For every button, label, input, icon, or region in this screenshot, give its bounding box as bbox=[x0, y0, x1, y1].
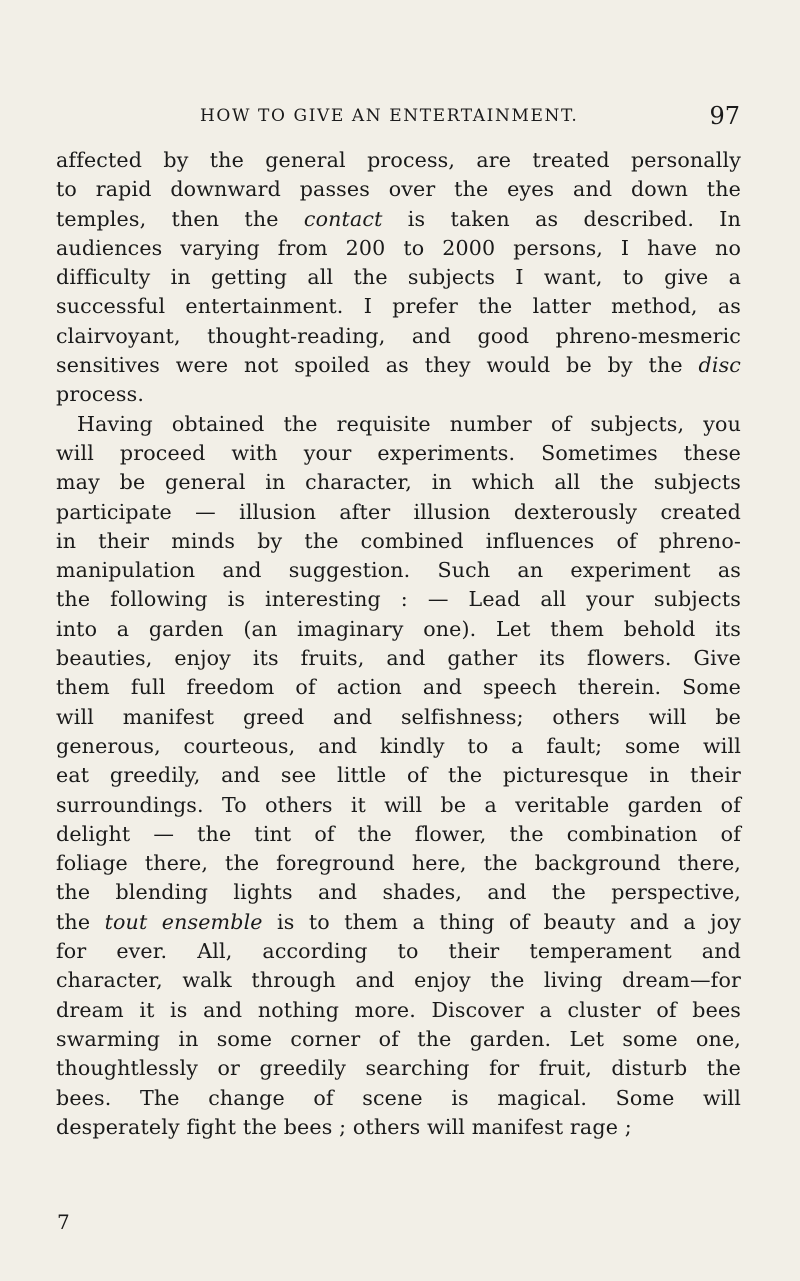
text-line-segment: is taken as described. In bbox=[382, 206, 741, 231]
text-line: audiences varying from 200 to 2000 persons, I have no bbox=[56, 235, 741, 260]
text-line-segment: sensitives were not spoiled as they would be by the bbox=[56, 353, 699, 378]
paragraph-1 bbox=[56, 146, 741, 410]
text-line: manipulation and suggestion. Such an experiment as bbox=[56, 558, 741, 583]
text-line: in their minds by the combined influences of phreno- bbox=[56, 528, 741, 553]
text-line: delight — the tint of the flower, the combination of bbox=[56, 821, 741, 846]
text-line bbox=[56, 351, 741, 380]
running-head: HOW TO GIVE AN ENTERTAINMENT. bbox=[200, 106, 579, 126]
text-line-segment: the bbox=[56, 909, 105, 934]
text-line: them full freedom of action and speech therein. Some bbox=[56, 675, 741, 700]
text-line: affected by the general process, are treated personally bbox=[56, 148, 741, 172]
text-line bbox=[56, 908, 741, 937]
text-line: the following is interesting : — Lead all your subjects bbox=[56, 587, 741, 612]
text-line: surroundings. To others it will be a veritable garden of bbox=[56, 792, 741, 817]
text-line: will manifest greed and selfishness; others will be bbox=[56, 704, 741, 729]
paragraph-2 bbox=[56, 410, 741, 1142]
italic-term: contact bbox=[303, 206, 383, 231]
text-line: process. bbox=[56, 382, 145, 407]
text-line: dream it is and nothing more. Discover a cluster of bees bbox=[56, 997, 741, 1022]
text-line: may be general in character, in which all the subjects bbox=[56, 470, 741, 495]
text-line: thoughtlessly or greedily searching for fruit, disturb the bbox=[56, 1056, 741, 1081]
text-line: beauties, enjoy its fruits, and gather its flowers. Give bbox=[56, 646, 741, 671]
text-line-segment: temples, then the bbox=[56, 206, 304, 231]
text-line: the blending lights and shades, and the perspective, bbox=[56, 880, 741, 905]
text-line: to rapid downward passes over the eyes and down the bbox=[56, 177, 741, 202]
text-line: swarming in some corner of the garden. Let some one, bbox=[56, 1026, 741, 1051]
text-line: generous, courteous, and kindly to a fault; some will bbox=[56, 733, 741, 758]
text-line: into a garden (an imaginary one). Let them behold its bbox=[56, 616, 741, 641]
text-line: difficulty in getting all the subjects I want, to give a bbox=[56, 265, 741, 290]
text-line bbox=[56, 205, 741, 234]
text-line: Having obtained the requisite number of subjects, you bbox=[77, 411, 741, 436]
text-line: bees. The change of scene is magical. Some will bbox=[56, 1085, 741, 1110]
text-line-segment: is to them a thing of beauty and a joy bbox=[262, 909, 741, 934]
text-line: character, walk through and enjoy the living dream—for bbox=[56, 968, 741, 993]
text-line: clairvoyant, thought-reading, and good phreno-mesmeric bbox=[56, 323, 741, 348]
signature-mark: 7 bbox=[57, 1210, 70, 1234]
italic-term: disc bbox=[698, 353, 741, 378]
text-line: for ever. All, according to their temperament and bbox=[56, 939, 741, 964]
page-number: 97 bbox=[709, 102, 740, 130]
text-line: participate — illusion after illusion dexterously created bbox=[56, 499, 741, 524]
text-line: will proceed with your experiments. Sometimes these bbox=[56, 440, 741, 465]
text-line: foliage there, the foreground here, the background there, bbox=[56, 851, 741, 876]
text-line: desperately fight the bees ; others will manifest rage ; bbox=[56, 1114, 632, 1139]
text-line: successful entertainment. I prefer the latter method, as bbox=[56, 294, 741, 319]
page-header bbox=[160, 102, 740, 136]
body-text bbox=[56, 146, 741, 1142]
italic-term: tout ensemble bbox=[104, 909, 263, 934]
text-line: eat greedily, and see little of the picturesque in their bbox=[56, 763, 741, 788]
